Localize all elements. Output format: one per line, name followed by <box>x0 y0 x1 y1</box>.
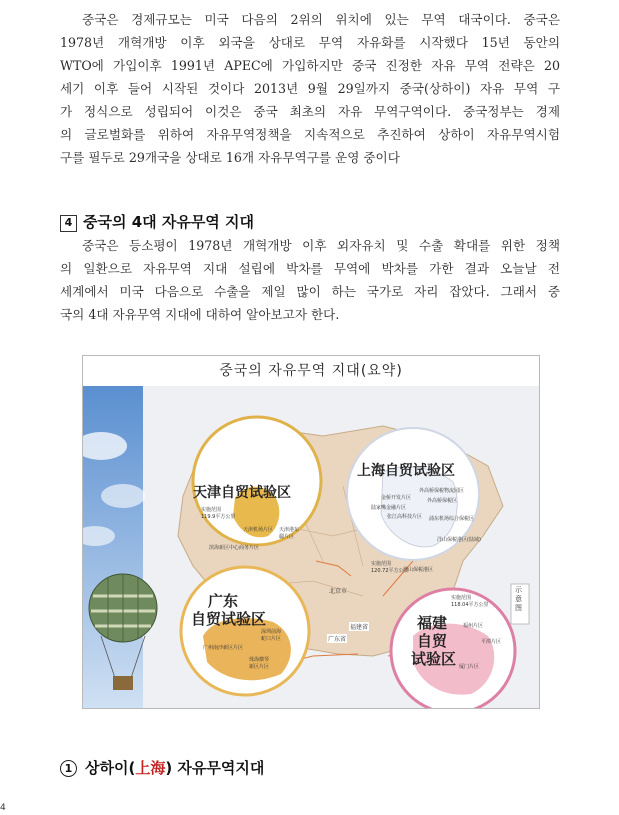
fujian-zone-label: 平潭片区 <box>481 639 502 645</box>
paragraph-line: 세계에서 미국 다음으로 수출을 제일 많이 하는 국가로 자리 잡았다. 그래서 중 <box>60 284 560 299</box>
map-illustration <box>83 386 539 708</box>
tianjin-zone-label: 滨海新区中心商务片区 <box>209 545 260 551</box>
section-title: 중국의 4대 자유무역 지대 <box>83 213 255 231</box>
paragraph-line: 의 일환으로 자유무역 지대 설립에 박차를 무역에 박차를 가한 결과 오늘날 전 <box>60 261 560 276</box>
page-number: 4 <box>0 803 6 813</box>
paragraph-line: WTO에 가입이후 1991년 APEC에 가입하지만 중국 진정한 자유 무역 전략은 20 <box>60 58 560 73</box>
fujian-area-title: 实施范围 <box>451 595 472 601</box>
subsection-heading <box>60 757 264 778</box>
fujian-zone-label: 福州片区 <box>463 623 484 629</box>
fujian-province-label: 福建省 <box>350 624 369 631</box>
free-trade-zone-figure <box>82 355 540 709</box>
intro-paragraph <box>60 8 560 169</box>
guangdong-zone-label: 深圳前海 <box>261 629 282 635</box>
fujian-area-value: 118.04平方公里 <box>451 602 489 608</box>
guangdong-zone-label: 新区片区 <box>249 664 270 670</box>
paragraph-line: 의 글로벌화를 위하여 자유무역정책을 지속적으로 추진하여 상하이 자유무역시험 <box>60 127 560 142</box>
shanghai-zone-label: 张江高科技片区 <box>387 514 423 520</box>
shanghai-zone-label: 洋山保税港区 <box>403 567 434 573</box>
guangdong-zone-label: 蛇口片区 <box>261 636 282 642</box>
tianjin-zone-name: 天津自贸试验区 <box>193 485 291 501</box>
paragraph-line: 중국은 경제규모는 미국 다음의 2위의 위치에 있는 무역 대국이다. 중국은 <box>82 12 560 27</box>
paragraph-line: 중국은 등소평이 1978년 개혁개방 이후 외자유치 및 수출 확대를 위한 정책 <box>82 238 560 253</box>
paragraph-line: 국의 4대 자유무역 지대에 대하여 알아보고자 한다. <box>60 307 340 322</box>
subsection-title-suffix: ) 자유무역지대 <box>165 759 265 777</box>
tianjin-area-value: 119.9平方公里 <box>201 514 236 520</box>
fujian-zone-name-3: 试验区 <box>411 650 457 668</box>
guangdong-zone-label: 珠海横琴 <box>249 657 270 663</box>
shanghai-zone-label: 洋山保税港区(陆域) <box>437 537 481 543</box>
shanghai-zone-name: 上海自贸试验区 <box>357 463 455 479</box>
paragraph-line: 1978년 개혁개방 이후 외국을 상대로 무역 자유화를 시작했다 15년 동안의 <box>60 35 560 50</box>
tianjin-area-title: 实施范围 <box>201 507 222 513</box>
shanghai-zone-label: 外高桥保税物流园区 <box>419 488 465 494</box>
guangdong-zone-label: 广州南沙新区片区 <box>203 645 244 651</box>
shanghai-zone-label: 金桥开发片区 <box>381 495 412 501</box>
section-heading <box>60 211 254 232</box>
map-side-label: 示意图 <box>515 586 522 612</box>
guangdong-zone-name-2: 自贸试验区 <box>191 610 267 628</box>
guangdong-zone-name-1: 广东 <box>208 592 239 610</box>
subsection-number: 1 <box>60 760 77 777</box>
fujian-zone-name-1: 福建 <box>417 614 448 632</box>
tianjin-zone-label: 天津机场片区 <box>243 527 274 533</box>
guangdong-province-label: 广东省 <box>328 636 347 643</box>
tianjin-zone-label: 天津港东疆片区 <box>279 527 300 540</box>
shanghai-zone-label: 外高桥保税区 <box>427 498 458 504</box>
figure-title: 중국의 자유무역 지대(요약) <box>83 356 539 387</box>
paragraph-line: 세기 이후 들어 시작된 것이다 2013년 9월 29일까지 중국(상하이) 자유 무역 구 <box>60 81 560 96</box>
fujian-zone-label: 厦门片区 <box>459 664 480 670</box>
shanghai-zone-label: 陆家嘴金融片区 <box>371 505 407 511</box>
paragraph-line: 구를 필두로 29개국을 상대로 16개 자유무역구를 운영 중이다 <box>60 150 400 165</box>
shanghai-zone-label: 浦东机场综合保税区 <box>429 516 475 522</box>
beijing-label: 北京市 <box>329 588 348 595</box>
fujian-zone-name-2: 自贸 <box>417 632 448 650</box>
section-number-box: 4 <box>60 215 77 232</box>
subsection-title-hanja: 上海 <box>135 759 166 777</box>
subsection-title-prefix: 상하이( <box>85 759 136 777</box>
section-paragraph <box>60 234 560 326</box>
shanghai-area-title: 实施范围 <box>371 561 392 567</box>
figure-map <box>83 386 539 708</box>
shanghai-area-value: 120.72平方公里 <box>371 568 409 574</box>
paragraph-line: 가 정식으로 성립되어 이것은 중국 최초의 자유 무역구역이다. 중국정부는 경제 <box>60 104 560 119</box>
